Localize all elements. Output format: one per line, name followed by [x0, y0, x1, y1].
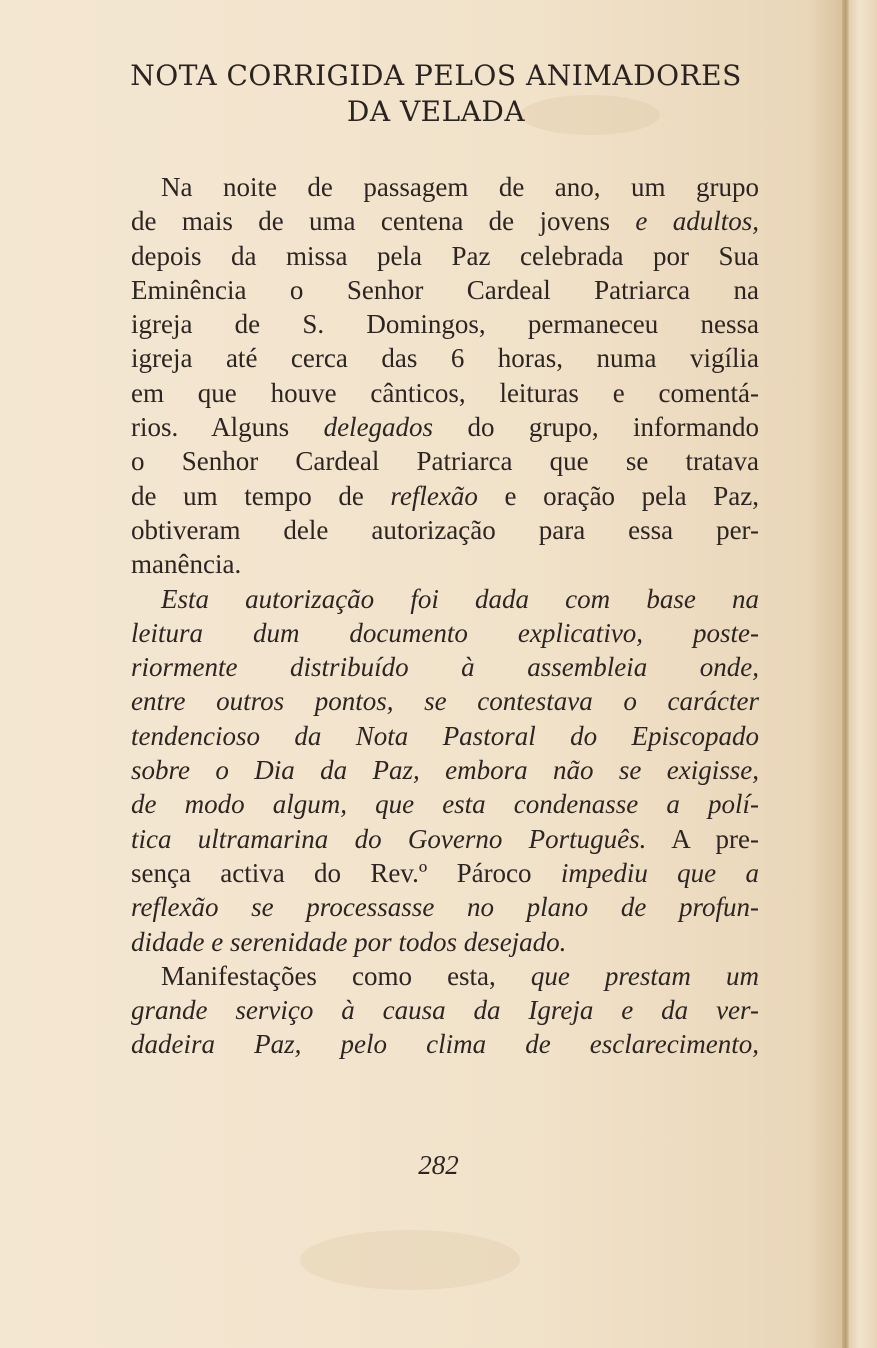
text-segment: de um tempo de: [131, 480, 391, 511]
text-line: [131, 376, 759, 410]
text-line: [131, 684, 759, 718]
text-segment: do grupo, informando: [433, 412, 759, 443]
italic-text-segment: dadeira Paz, pelo clima de esclarecimento,: [131, 1029, 759, 1060]
italic-text-segment: delegados: [323, 412, 434, 443]
text-segment: o Senhor Cardeal Patriarca que se tratava: [131, 446, 759, 477]
text-line: [131, 753, 759, 787]
text-segment: e oração pela Paz,: [477, 480, 759, 511]
text-line: [131, 307, 759, 341]
italic-text-segment: didade e serenidade por todos desejado.: [131, 926, 567, 957]
italic-text-segment: entre outros pontos, se contestava o carácter: [131, 686, 759, 717]
text-line: [131, 444, 759, 478]
italic-text-segment: impediu que a: [560, 857, 759, 888]
text-line: [131, 341, 759, 375]
text-segment: igreja até cerca das 6 horas, numa vigília: [131, 343, 759, 374]
text-line: [131, 925, 759, 959]
italic-text-segment: que prestam um: [530, 960, 759, 991]
italic-text-segment: de modo algum, que esta condenasse a polí-: [131, 789, 759, 820]
italic-text-segment: leitura dum documento explicativo, poste-: [131, 617, 759, 648]
text-line: [131, 170, 759, 204]
text-line: [131, 273, 759, 307]
page-title: [100, 58, 772, 130]
text-line: [131, 993, 759, 1027]
italic-text-segment: tendencioso da Nota Pastoral do Episcopado: [131, 720, 759, 751]
italic-text-segment: e adultos,: [635, 206, 759, 237]
text-segment: rios. Alguns: [131, 412, 324, 443]
text-line: [131, 822, 759, 856]
text-segment: igreja de S. Domingos, permaneceu nessa: [131, 309, 759, 340]
text-line: [131, 856, 759, 890]
text-line: [131, 959, 759, 993]
text-line: [131, 410, 759, 444]
body-text: [131, 170, 759, 1062]
italic-text-segment: riormente distribuído à assembleia onde,: [131, 652, 759, 683]
italic-text-segment: reflexão: [390, 480, 478, 511]
italic-text-segment: reflexão se processasse no plano de profun-: [131, 892, 759, 923]
text-line: [131, 719, 759, 753]
italic-text-segment: grande serviço à causa da Igreja e da ver-: [131, 995, 759, 1026]
text-segment: sença activa do Rev.º Pároco: [131, 857, 561, 888]
text-line: [131, 547, 759, 581]
text-segment: Manifestações como esta,: [161, 960, 531, 991]
text-segment: Na noite de passagem de ano, um grupo: [161, 172, 759, 202]
text-line: [131, 890, 759, 924]
text-line: [131, 239, 759, 273]
text-segment: obtiveram dele autorização para essa per-: [131, 514, 759, 545]
text-line: [131, 204, 759, 238]
text-segment: Eminência o Senhor Cardeal Patriarca na: [131, 274, 759, 305]
italic-text-segment: Esta autorização foi dada com base na: [161, 583, 759, 614]
italic-text-segment: tica ultramarina do Governo Português.: [131, 823, 647, 854]
title-line: DA VELADA: [346, 95, 526, 128]
text-segment: A pre-: [646, 823, 759, 854]
page-number: 282: [418, 1150, 459, 1180]
title-line: NOTA CORRIGIDA PELOS ANIMADORES: [130, 59, 742, 92]
text-segment: em que houve cânticos, leituras e comentá-: [131, 377, 759, 408]
text-line: [131, 616, 759, 650]
text-segment: depois da missa pela Paz celebrada por Sua: [131, 240, 759, 271]
text-line: [131, 513, 759, 547]
text-line: [131, 479, 759, 513]
text-line: [131, 787, 759, 821]
text-line: [131, 1027, 759, 1061]
text-segment: de mais de uma centena de jovens: [131, 206, 636, 237]
book-spine-gutter: [842, 0, 849, 1348]
paper-stain: [300, 1230, 520, 1290]
text-segment: manência.: [131, 549, 242, 580]
text-line: [131, 650, 759, 684]
italic-text-segment: sobre o Dia da Paz, embora não se exigisse,: [131, 755, 759, 786]
text-line: [131, 582, 759, 616]
